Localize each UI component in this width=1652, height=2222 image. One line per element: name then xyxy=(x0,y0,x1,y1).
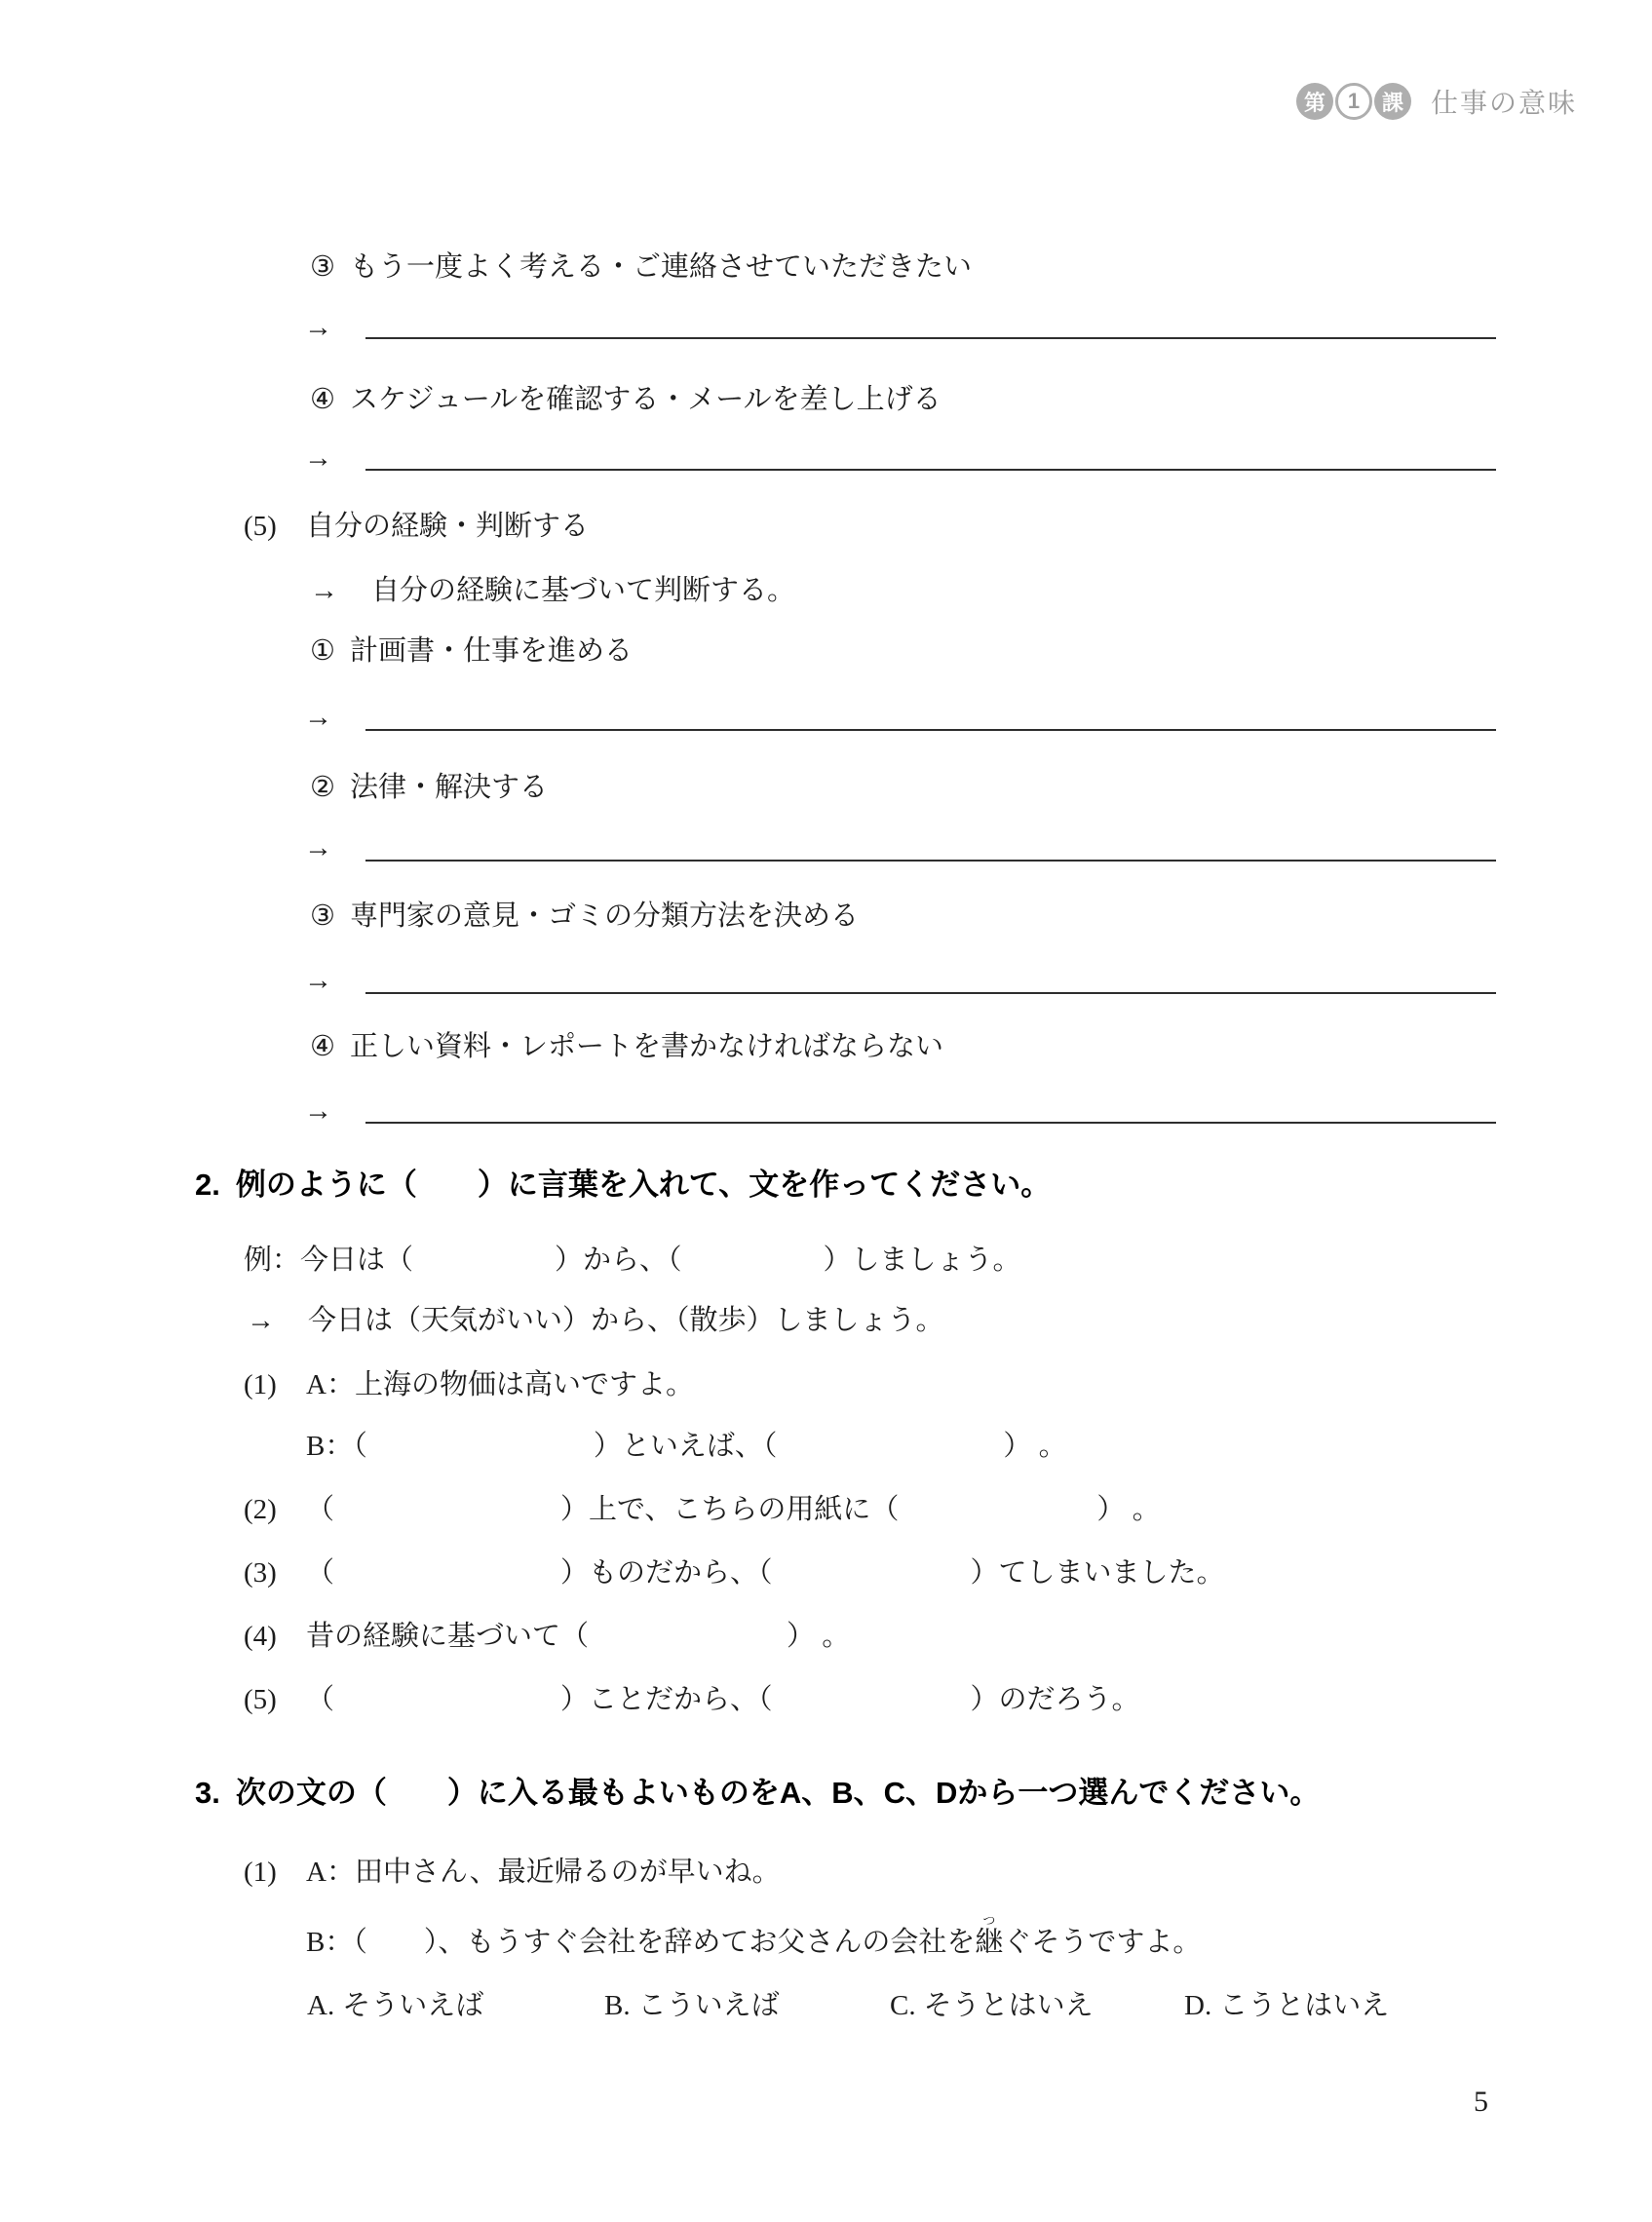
ex3-heading-text: 次の文の（ ）に入る最もよいものをA、B、C、Dから一つ選んでください。 xyxy=(235,1776,1321,1810)
circled-number: ④ xyxy=(310,1031,335,1062)
chapter-header xyxy=(1296,82,1577,121)
ex3-q1-line-b xyxy=(306,1913,1201,1960)
answer-blank-line xyxy=(365,729,1496,731)
option-label: D. xyxy=(1184,1990,1212,2021)
option-text: そういえば xyxy=(342,1990,484,2021)
circled-number: ① xyxy=(310,635,335,667)
ex2-q1-line-a xyxy=(244,1367,694,1402)
answer-blank-line xyxy=(365,1122,1496,1124)
chapter-badge-number: 1 xyxy=(1335,83,1372,120)
ex2-heading-number: 2. xyxy=(195,1168,220,1202)
ex1-sub-1-text: 計画書・仕事を進める xyxy=(350,635,634,667)
answer-blank-line xyxy=(365,860,1496,862)
question-number: (4) xyxy=(244,1621,277,1652)
ex2-q1-a-text: A：上海の物価は高いですよ。 xyxy=(306,1369,694,1400)
ex3-option-a xyxy=(307,1988,483,2023)
ex2-q1-b-text: B：（ ）といえば、（ ） 。 xyxy=(306,1431,1067,1462)
ex1-sub-4-text: 正しい資料・レポートを書かなければならない xyxy=(350,1031,944,1062)
chapter-title: 仕事の意味 xyxy=(1431,88,1578,118)
ex3-heading xyxy=(195,1774,1320,1813)
ex3-q1-b-post: ぐそうですよ。 xyxy=(1003,1927,1202,1958)
chapter-badge-dai: 第 xyxy=(1296,83,1333,120)
option-text: こうとはいえ xyxy=(1219,1990,1390,2021)
ex2-example xyxy=(244,1243,1021,1278)
ex3-option-d xyxy=(1184,1988,1389,2023)
ex3-option-b xyxy=(604,1988,780,2023)
arrow-icon: → xyxy=(247,1305,275,1336)
option-label: A. xyxy=(307,1990,335,2021)
ex3-q1-b-ruby xyxy=(975,1913,1004,1958)
question-number: (1) xyxy=(244,1857,277,1888)
page-number: 5 xyxy=(1474,2086,1488,2118)
ex1-blank-arrow-3 xyxy=(304,700,358,735)
ex1-question-5-answer-text: 自分の経験に基づいて判断する。 xyxy=(371,575,796,606)
ex3-heading-number: 3. xyxy=(195,1776,220,1810)
ex2-q4 xyxy=(244,1619,850,1654)
question-number: (5) xyxy=(244,1684,277,1715)
ex1-item-4 xyxy=(310,382,941,417)
ex1-sub-2-text: 法律・解決する xyxy=(350,772,549,803)
ex2-example-answer xyxy=(247,1303,944,1338)
ex1-blank-arrow-6 xyxy=(304,1093,358,1129)
circled-number: ③ xyxy=(310,900,335,932)
ex2-q5-text: （ ）ことだから、（ ）のだろう。 xyxy=(306,1684,1140,1715)
ex2-q2-text: （ ）上で、こちらの用紙に（ ） 。 xyxy=(306,1494,1161,1525)
option-label: C. xyxy=(890,1990,916,2021)
arrow-icon: → xyxy=(304,442,332,474)
ex1-sub-3-text: 専門家の意見・ゴミの分類方法を決める xyxy=(350,900,860,932)
question-number: (1) xyxy=(244,1369,277,1400)
arrow-icon: → xyxy=(304,312,332,343)
question-number: (3) xyxy=(244,1557,277,1589)
arrow-icon: → xyxy=(304,965,332,996)
ex1-sub-3 xyxy=(310,899,859,934)
ex2-example-text: 例：今日は（ ）から、（ ）しましょう。 xyxy=(244,1245,1021,1276)
answer-blank-line xyxy=(365,469,1496,471)
ex1-sub-2 xyxy=(310,770,548,805)
ex1-item-3-text: もう一度よく考える・ご連絡させていただきたい xyxy=(350,251,973,283)
ex2-q1-line-b xyxy=(306,1429,1067,1464)
ex1-question-5-text: 自分の経験・判断する xyxy=(306,511,590,542)
ex2-heading xyxy=(195,1166,1051,1205)
option-label: B. xyxy=(604,1990,631,2021)
chapter-badge-ka: 課 xyxy=(1374,83,1411,120)
ex3-q1-a-text: A：田中さん、最近帰るのが早いね。 xyxy=(306,1857,781,1888)
ex1-blank-arrow-1 xyxy=(304,310,358,345)
arrow-icon: → xyxy=(304,832,332,863)
ex3-q1-line-a xyxy=(244,1855,781,1890)
ex2-q5 xyxy=(244,1682,1140,1717)
circled-number: ② xyxy=(310,772,335,803)
answer-blank-line xyxy=(365,992,1496,994)
ex1-question-5-answer xyxy=(310,573,795,608)
ex1-item-3 xyxy=(310,249,972,285)
ex1-blank-arrow-5 xyxy=(304,963,358,998)
ex1-blank-arrow-2 xyxy=(304,441,358,476)
question-number: (2) xyxy=(244,1494,277,1525)
ex3-option-c xyxy=(890,1988,1094,2023)
ex2-q2 xyxy=(244,1492,1161,1527)
arrow-icon: → xyxy=(304,1095,332,1127)
ex1-question-5 xyxy=(244,509,589,544)
arrow-icon: → xyxy=(304,702,332,733)
option-text: こういえば xyxy=(637,1990,780,2021)
circled-number: ③ xyxy=(310,251,335,283)
ex3-q1-b-furigana: つ xyxy=(975,1913,1004,1928)
circled-number: ④ xyxy=(310,384,335,415)
ex1-sub-1 xyxy=(310,633,633,669)
ex2-q4-text: 昔の経験に基づいて（ ） 。 xyxy=(306,1621,851,1652)
ex2-example-answer-text: 今日は（天気がいい）から、（散歩）しましょう。 xyxy=(308,1305,944,1336)
arrow-icon: → xyxy=(310,575,338,606)
ex3-q1-b-pre: B：（ ）、もうすぐ会社を辞めてお父さんの会社を xyxy=(306,1927,976,1958)
ex1-sub-4 xyxy=(310,1029,943,1064)
ex1-blank-arrow-4 xyxy=(304,830,358,865)
ex1-item-4-text: スケジュールを確認する・メールを差し上げる xyxy=(350,384,941,415)
option-text: そうとはいえ xyxy=(923,1990,1094,2021)
ex2-heading-text: 例のように（ ）に言葉を入れて、文を作ってください。 xyxy=(235,1168,1052,1202)
answer-blank-line xyxy=(365,337,1496,339)
ex2-q3-text: （ ）ものだから、（ ）てしまいました。 xyxy=(306,1557,1225,1589)
ex3-q1-b-kanji: 継 xyxy=(975,1927,1004,1958)
question-number: (5) xyxy=(244,511,277,542)
ex2-q3 xyxy=(244,1555,1225,1590)
